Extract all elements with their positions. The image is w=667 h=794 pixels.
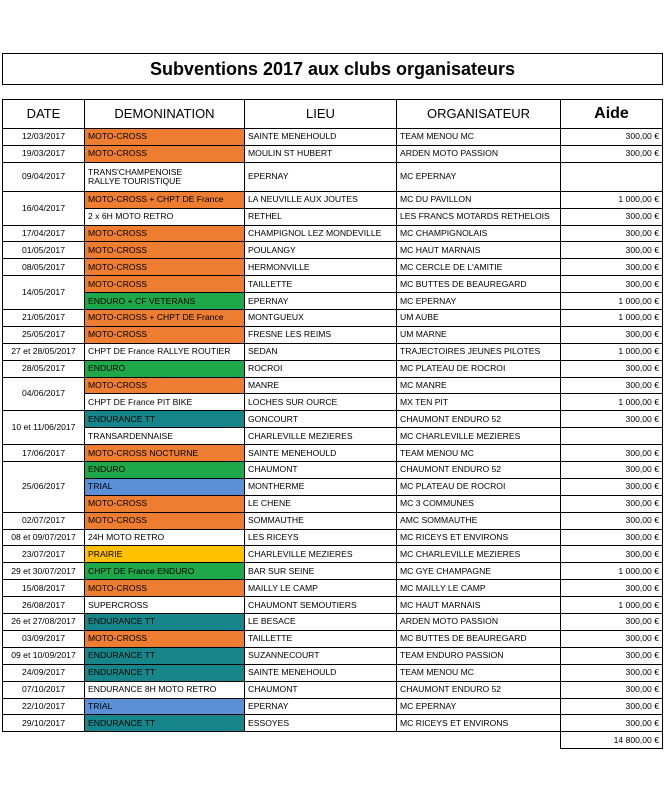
demonination-cell: MOTO-CROSS (85, 225, 245, 242)
table-row (3, 546, 663, 563)
organisateur-cell: MC HAUT MARNAIS (397, 242, 561, 259)
lieu-cell: MOULIN ST HUBERT (245, 145, 397, 162)
date-cell: 15/08/2017 (3, 580, 85, 597)
demonination-cell: TRIAL (85, 698, 245, 715)
organisateur-cell: TEAM ENDURO PASSION (397, 647, 561, 664)
aide-cell: 1 000,00 € (561, 597, 663, 614)
table-row (3, 394, 663, 411)
organisateur-cell: MC EPERNAY (397, 162, 561, 191)
table-row (3, 360, 663, 377)
organisateur-cell: MC CHARLEVILLE MEZIERES (397, 428, 561, 445)
date-cell: 08 et 09/07/2017 (3, 529, 85, 546)
subsidies-table (2, 99, 663, 749)
demonination-cell: ENDURANCE TT (85, 715, 245, 732)
table-row (3, 343, 663, 360)
date-cell: 03/09/2017 (3, 630, 85, 647)
total-cell: 14 800,00 € (561, 732, 663, 749)
table-row (3, 462, 663, 479)
aide-cell: 300,00 € (561, 360, 663, 377)
demonination-cell: TRIAL (85, 478, 245, 495)
aide-cell: 300,00 € (561, 208, 663, 225)
organisateur-cell: CHAUMONT ENDURO 52 (397, 462, 561, 479)
organisateur-cell: MX TEN PIT (397, 394, 561, 411)
organisateur-cell: UM MARNE (397, 326, 561, 343)
demonination-cell: ENDURANCE TT (85, 614, 245, 631)
organisateur-cell: TEAM MENOU MC (397, 129, 561, 146)
lieu-cell: GONCOURT (245, 411, 397, 428)
demonination-cell: TRANSARDENNAISE (85, 428, 245, 445)
table-row (3, 428, 663, 445)
lieu-cell: EPERNAY (245, 162, 397, 191)
date-cell: 25/06/2017 (3, 462, 85, 513)
organisateur-cell: MC EPERNAY (397, 698, 561, 715)
date-cell: 10 et 11/06/2017 (3, 411, 85, 445)
table-row (3, 698, 663, 715)
organisateur-cell: MC MANRE (397, 377, 561, 394)
date-cell: 07/10/2017 (3, 681, 85, 698)
empty-cell (3, 732, 85, 749)
date-cell: 09/04/2017 (3, 162, 85, 191)
organisateur-cell: MC BUTTES DE BEAUREGARD (397, 630, 561, 647)
demonination-cell: MOTO-CROSS (85, 495, 245, 512)
demonination-cell: ENDURANCE 8H MOTO RETRO (85, 681, 245, 698)
organisateur-cell: LES FRANCS MOTARDS RETHELOIS (397, 208, 561, 225)
table-row (3, 293, 663, 310)
aide-cell: 300,00 € (561, 698, 663, 715)
organisateur-cell: MC DU PAVILLON (397, 191, 561, 208)
organisateur-cell: MC HAUT MARNAIS (397, 597, 561, 614)
organisateur-cell: TEAM MENOU MC (397, 664, 561, 681)
lieu-cell: SAINTE MENEHOULD (245, 445, 397, 462)
lieu-cell: FRESNE LES REIMS (245, 326, 397, 343)
demonination-cell: CHPT DE France ENDURO (85, 563, 245, 580)
date-cell: 17/06/2017 (3, 445, 85, 462)
table-row (3, 259, 663, 276)
lieu-cell: SEDAN (245, 343, 397, 360)
date-cell: 24/09/2017 (3, 664, 85, 681)
aide-cell: 1 000,00 € (561, 343, 663, 360)
organisateur-cell: TEAM MENOU MC (397, 445, 561, 462)
organisateur-cell: MC CERCLE DE L'AMITIE (397, 259, 561, 276)
table-row (3, 162, 663, 191)
table-row (3, 529, 663, 546)
table-row (3, 563, 663, 580)
demonination-cell: MOTO-CROSS NOCTURNE (85, 445, 245, 462)
lieu-cell: SUZANNECOURT (245, 647, 397, 664)
aide-cell: 300,00 € (561, 225, 663, 242)
aide-cell: 300,00 € (561, 326, 663, 343)
table-row (3, 276, 663, 293)
aide-cell: 300,00 € (561, 495, 663, 512)
demonination-cell: MOTO-CROSS (85, 512, 245, 529)
aide-cell: 300,00 € (561, 276, 663, 293)
aide-cell: 1 000,00 € (561, 563, 663, 580)
aide-cell: 300,00 € (561, 512, 663, 529)
header-organisateur: ORGANISATEUR (397, 100, 561, 129)
lieu-cell: LOCHES SUR OURCE (245, 394, 397, 411)
organisateur-cell: MC PLATEAU DE ROCROI (397, 478, 561, 495)
demonination-cell: SUPERCROSS (85, 597, 245, 614)
header-date: DATE (3, 100, 85, 129)
organisateur-cell: MC EPERNAY (397, 293, 561, 310)
aide-cell: 300,00 € (561, 715, 663, 732)
table-row (3, 664, 663, 681)
page-title: Subventions 2017 aux clubs organisateurs (2, 53, 663, 85)
table-row (3, 647, 663, 664)
aide-cell: 300,00 € (561, 647, 663, 664)
demonination-cell: ENDURO (85, 462, 245, 479)
demonination-cell: ENDURANCE TT (85, 664, 245, 681)
organisateur-cell: MC PLATEAU DE ROCROI (397, 360, 561, 377)
lieu-cell: CHARLEVILLE MEZIERES (245, 428, 397, 445)
lieu-cell: TAILLETTE (245, 276, 397, 293)
table-row (3, 495, 663, 512)
table-row (3, 580, 663, 597)
organisateur-cell: AMC SOMMAUTHE (397, 512, 561, 529)
organisateur-cell: MC RICEYS ET ENVIRONS (397, 529, 561, 546)
aide-cell: 300,00 € (561, 478, 663, 495)
aide-cell: 300,00 € (561, 145, 663, 162)
aide-cell: 300,00 € (561, 445, 663, 462)
lieu-cell: RETHEL (245, 208, 397, 225)
organisateur-cell: UM AUBE (397, 310, 561, 327)
demonination-cell: 2 x 6H MOTO RETRO (85, 208, 245, 225)
date-cell: 21/05/2017 (3, 310, 85, 327)
organisateur-cell: CHAUMONT ENDURO 52 (397, 411, 561, 428)
lieu-cell: SOMMAUTHE (245, 512, 397, 529)
lieu-cell: EPERNAY (245, 293, 397, 310)
header-lieu: LIEU (245, 100, 397, 129)
demonination-cell: CHPT DE France PIT BIKE (85, 394, 245, 411)
table-row (3, 478, 663, 495)
lieu-cell: SAINTE MENEHOULD (245, 664, 397, 681)
organisateur-cell: CHAUMONT ENDURO 52 (397, 681, 561, 698)
date-cell: 29 et 30/07/2017 (3, 563, 85, 580)
organisateur-cell: MC MAILLY LE CAMP (397, 580, 561, 597)
table-row (3, 208, 663, 225)
lieu-cell: CHAUMONT (245, 462, 397, 479)
aide-cell: 300,00 € (561, 580, 663, 597)
date-cell: 02/07/2017 (3, 512, 85, 529)
demonination-cell: MOTO-CROSS (85, 630, 245, 647)
lieu-cell: SAINTE MENEHOULD (245, 129, 397, 146)
demonination-cell: MOTO-CROSS (85, 580, 245, 597)
total-row (3, 732, 663, 749)
header-aide: Aide (561, 100, 663, 129)
demonination-cell: MOTO-CROSS (85, 326, 245, 343)
lieu-cell: LES RICEYS (245, 529, 397, 546)
demonination-cell: PRAIRIE (85, 546, 245, 563)
demonination-cell: MOTO-CROSS (85, 276, 245, 293)
organisateur-cell: MC GYE CHAMPAGNE (397, 563, 561, 580)
lieu-cell: ROCROI (245, 360, 397, 377)
table-row (3, 377, 663, 394)
table-row (3, 630, 663, 647)
lieu-cell: CHAMPIGNOL LEZ MONDEVILLE (245, 225, 397, 242)
aide-cell: 300,00 € (561, 411, 663, 428)
table-row (3, 512, 663, 529)
table-row (3, 681, 663, 698)
aide-cell: 300,00 € (561, 377, 663, 394)
table-row (3, 411, 663, 428)
demonination-cell: MOTO-CROSS (85, 242, 245, 259)
organisateur-cell: ARDEN MOTO PASSION (397, 145, 561, 162)
demonination-cell: ENDURANCE TT (85, 411, 245, 428)
lieu-cell: LE CHENE (245, 495, 397, 512)
date-cell: 29/10/2017 (3, 715, 85, 732)
aide-cell: 1 000,00 € (561, 394, 663, 411)
lieu-cell: LA NEUVILLE AUX JOUTES (245, 191, 397, 208)
header-row (3, 100, 663, 129)
demonination-cell: ENDURO + CF VETERANS (85, 293, 245, 310)
lieu-cell: MONTGUEUX (245, 310, 397, 327)
lieu-cell: CHAUMONT (245, 681, 397, 698)
lieu-cell: MAILLY LE CAMP (245, 580, 397, 597)
demonination-cell: ENDURANCE TT (85, 647, 245, 664)
date-cell: 27 et 28/05/2017 (3, 343, 85, 360)
date-cell: 22/10/2017 (3, 698, 85, 715)
table-row (3, 225, 663, 242)
aide-cell: 300,00 € (561, 129, 663, 146)
organisateur-cell: TRAJECTOIRES JEUNES PILOTES (397, 343, 561, 360)
aide-cell: 300,00 € (561, 664, 663, 681)
table-row (3, 614, 663, 631)
date-cell: 28/05/2017 (3, 360, 85, 377)
lieu-cell: TAILLETTE (245, 630, 397, 647)
table-row (3, 129, 663, 146)
date-cell: 09 et 10/09/2017 (3, 647, 85, 664)
table-row (3, 326, 663, 343)
empty-cell (245, 732, 397, 749)
aide-cell: 300,00 € (561, 242, 663, 259)
organisateur-cell: MC 3 COMMUNES (397, 495, 561, 512)
organisateur-cell: MC RICEYS ET ENVIRONS (397, 715, 561, 732)
table-row (3, 191, 663, 208)
demonination-cell: MOTO-CROSS (85, 259, 245, 276)
lieu-cell: HERMONVILLE (245, 259, 397, 276)
date-cell: 26/08/2017 (3, 597, 85, 614)
demonination-cell: MOTO-CROSS (85, 145, 245, 162)
date-cell: 17/04/2017 (3, 225, 85, 242)
lieu-cell: POULANGY (245, 242, 397, 259)
date-cell: 12/03/2017 (3, 129, 85, 146)
table-row (3, 715, 663, 732)
aide-cell (561, 162, 663, 191)
date-cell: 19/03/2017 (3, 145, 85, 162)
organisateur-cell: MC CHARLEVILLE MEZIERES (397, 546, 561, 563)
demonination-cell: TRANS'CHAMPENOISE RALLYE TOURISTIQUE (85, 162, 245, 191)
aide-cell: 1 000,00 € (561, 310, 663, 327)
demonination-cell: CHPT DE France RALLYE ROUTIER (85, 343, 245, 360)
aide-cell: 1 000,00 € (561, 191, 663, 208)
aide-cell: 300,00 € (561, 259, 663, 276)
organisateur-cell: MC BUTTES DE BEAUREGARD (397, 276, 561, 293)
aide-cell: 300,00 € (561, 529, 663, 546)
organisateur-cell: ARDEN MOTO PASSION (397, 614, 561, 631)
table-row (3, 597, 663, 614)
demonination-cell: MOTO-CROSS + CHPT DE France (85, 310, 245, 327)
demonination-cell: MOTO-CROSS (85, 377, 245, 394)
header-demonination: DEMONINATION (85, 100, 245, 129)
lieu-cell: LE BESACE (245, 614, 397, 631)
table-row (3, 145, 663, 162)
lieu-cell: BAR SUR SEINE (245, 563, 397, 580)
table-row (3, 310, 663, 327)
date-cell: 23/07/2017 (3, 546, 85, 563)
organisateur-cell: MC CHAMPIGNOLAIS (397, 225, 561, 242)
table-row (3, 242, 663, 259)
aide-cell: 300,00 € (561, 614, 663, 631)
aide-cell: 300,00 € (561, 462, 663, 479)
date-cell: 26 et 27/08/2017 (3, 614, 85, 631)
date-cell: 25/05/2017 (3, 326, 85, 343)
date-cell: 04/06/2017 (3, 377, 85, 411)
date-cell: 08/05/2017 (3, 259, 85, 276)
lieu-cell: ESSOYES (245, 715, 397, 732)
date-cell: 01/05/2017 (3, 242, 85, 259)
demonination-cell: 24H MOTO RETRO (85, 529, 245, 546)
aide-cell: 1 000,00 € (561, 293, 663, 310)
lieu-cell: EPERNAY (245, 698, 397, 715)
demonination-cell: MOTO-CROSS + CHPT DE France (85, 191, 245, 208)
empty-cell (397, 732, 561, 749)
date-cell: 16/04/2017 (3, 191, 85, 225)
lieu-cell: MANRE (245, 377, 397, 394)
demonination-cell: MOTO-CROSS (85, 129, 245, 146)
aide-cell: 300,00 € (561, 630, 663, 647)
aide-cell: 300,00 € (561, 681, 663, 698)
aide-cell (561, 428, 663, 445)
date-cell: 14/05/2017 (3, 276, 85, 310)
lieu-cell: CHARLEVILLE MEZIERES (245, 546, 397, 563)
demonination-cell: ENDURO (85, 360, 245, 377)
empty-cell (85, 732, 245, 749)
lieu-cell: MONTHERME (245, 478, 397, 495)
table-row (3, 445, 663, 462)
aide-cell: 300,00 € (561, 546, 663, 563)
lieu-cell: CHAUMONT SEMOUTIERS (245, 597, 397, 614)
